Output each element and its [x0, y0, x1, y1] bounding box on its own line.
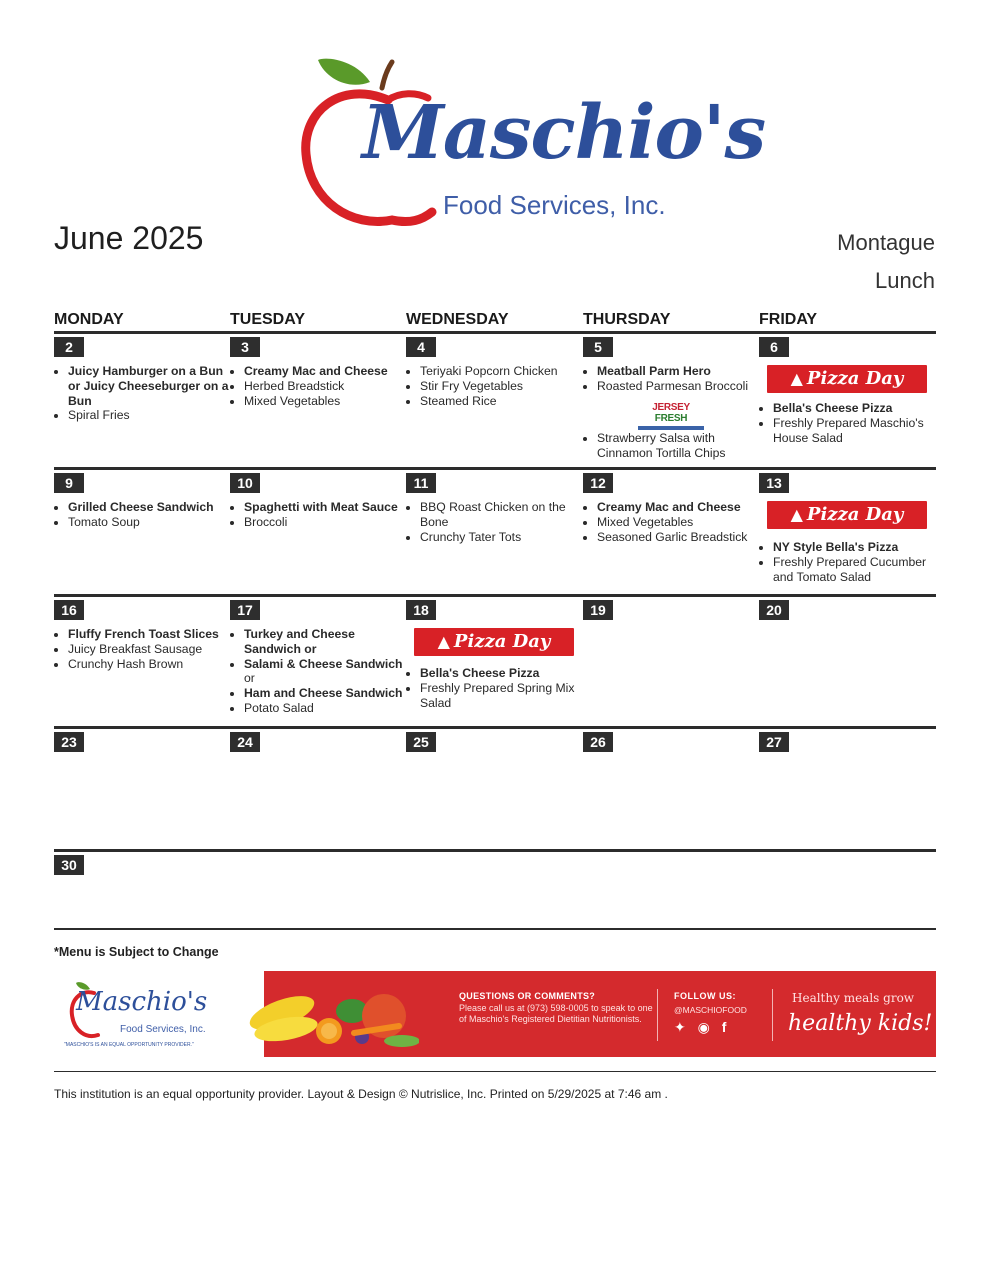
facebook-icon[interactable]: f [721, 1019, 727, 1035]
menu-item: • Creamy Mac and Cheese [597, 500, 769, 515]
date-number: 30 [54, 855, 84, 875]
date-number: 9 [54, 473, 84, 493]
date-number: 19 [583, 600, 613, 620]
menu-item: Cinnamon Tortilla Chips [597, 445, 726, 460]
calendar-week-1 [54, 331, 936, 469]
date-number: 16 [54, 600, 84, 620]
pizza-slice-icon: ▲ [790, 505, 803, 524]
date-number: 11 [406, 473, 436, 493]
menu-item: • Stir Fry Vegetables [420, 379, 592, 394]
menu-change-notice: *Menu is Subject to Change [54, 945, 219, 959]
menu-item: • Juicy Breakfast Sausage [68, 642, 240, 657]
weekday-thursday: THURSDAY [583, 311, 671, 328]
menu-list [759, 401, 945, 445]
menu-item: or Juicy Cheeseburger on a [68, 378, 229, 393]
menu-list [54, 627, 240, 671]
date-number: 3 [230, 337, 260, 357]
menu-list [583, 364, 769, 394]
menu-item: • Grilled Cheese Sandwich [68, 500, 240, 515]
print-statement: This institution is an equal opportunity provider. Layout & Design © Nutrislice, Inc. Printed on 5/29/2025 at 7:46 am . [54, 1087, 668, 1101]
menu-item: • Herbed Breadstick [244, 379, 416, 394]
menu-item: Sandwich or [244, 641, 317, 656]
date-number: 4 [406, 337, 436, 357]
meal-type: Lunch [875, 268, 935, 293]
menu-item: • Crunchy Hash Brown [68, 657, 240, 672]
date-number: 26 [583, 732, 613, 752]
weekday-tuesday: TUESDAY [230, 311, 305, 328]
menu-list [583, 500, 769, 544]
menu-item: • Potato Salad [244, 701, 416, 716]
menu-item: • Roasted Parmesan Broccoli [597, 379, 769, 394]
date-number: 12 [583, 473, 613, 493]
jersey-fresh-text-a: JERSEY [652, 402, 690, 413]
menu-item: • Tomato Soup [68, 515, 240, 530]
menu-item: • Juicy Hamburger on a Bun [68, 364, 240, 379]
calendar-week-4 [54, 726, 936, 851]
footer-banner [54, 971, 936, 1057]
pizza-day-badge [767, 501, 927, 529]
pizza-slice-icon: ▲ [437, 632, 450, 651]
menu-item: • Freshly Prepared Spring Mix [420, 681, 592, 696]
date-number: 27 [759, 732, 789, 752]
footer-logo-script: Maschio's [76, 987, 208, 1017]
date-number: 2 [54, 337, 84, 357]
jersey-fresh-logo [638, 402, 704, 428]
questions-title: QUESTIONS OR COMMENTS? [459, 991, 596, 1001]
date-number: 23 [54, 732, 84, 752]
date-number: 5 [583, 337, 613, 357]
maschios-logo [300, 52, 766, 230]
date-number: 10 [230, 473, 260, 493]
calendar-week-2 [54, 467, 936, 596]
menu-item: Bone [420, 514, 449, 529]
menu-list [230, 627, 416, 716]
footer-divider [772, 989, 773, 1041]
footer-red-panel [264, 971, 936, 1057]
menu-item: • Freshly Prepared Cucumber [773, 555, 945, 570]
date-number: 20 [759, 600, 789, 620]
menu-list [54, 364, 240, 423]
footer-rule [54, 1071, 936, 1072]
footer-logo-sub: Food Services, Inc. [120, 1024, 206, 1035]
menu-item: • Ham and Cheese Sandwich [244, 686, 416, 701]
footer-eop-statement: "MASCHIO'S IS AN EQUAL OPPORTUNITY PROVIDER." [64, 1042, 194, 1048]
footer-divider [657, 989, 658, 1041]
social-icons [674, 1019, 734, 1036]
date-number: 25 [406, 732, 436, 752]
questions-text: Please call us at (973) 598-0005 to speak to one of Maschio's Registered Dietitian Nutritionists. [459, 1003, 653, 1024]
menu-item: • Bella's Cheese Pizza [773, 401, 945, 416]
menu-item: • Meatball Parm Hero [597, 364, 769, 379]
date-number: 17 [230, 600, 260, 620]
month-title: June 2025 [54, 220, 204, 256]
menu-item: • Broccoli [244, 515, 416, 530]
school-name: Montague [837, 230, 935, 255]
menu-list [406, 666, 592, 710]
menu-item: • BBQ Roast Chicken on the [420, 500, 592, 515]
menu-item: • Freshly Prepared Maschio's [773, 416, 945, 431]
logo-script-text: Maschio's [362, 90, 766, 176]
date-number: 24 [230, 732, 260, 752]
fruits-vegetables-illustration [234, 971, 419, 1057]
menu-item: • Spiral Fries [68, 408, 240, 423]
menu-item: • Salami & Cheese Sandwich [244, 657, 416, 672]
menu-item: • Fluffy French Toast Slices [68, 627, 240, 642]
tagline-bottom: healthy kids! [788, 1011, 933, 1036]
weekday-header-row [54, 311, 936, 333]
menu-item: Bun [68, 393, 92, 408]
pizza-slice-icon: ▲ [790, 369, 803, 388]
menu-list [230, 364, 416, 408]
pizza-day-label: Pizza Day [806, 368, 904, 389]
pizza-day-label: Pizza Day [806, 504, 904, 525]
menu-list [406, 364, 592, 408]
follow-us-title: FOLLOW US: [674, 991, 736, 1001]
menu-item: • NY Style Bella's Pizza [773, 540, 945, 555]
menu-item: Salad [420, 695, 452, 710]
calendar-week-3 [54, 594, 936, 727]
date-number: 6 [759, 337, 789, 357]
menu-item: • Mixed Vegetables [244, 394, 416, 409]
twitter-icon[interactable]: ✦ [674, 1019, 686, 1035]
menu-item: • Crunchy Tater Tots [420, 530, 592, 545]
weekday-monday: MONDAY [54, 311, 124, 328]
menu-list [54, 500, 240, 530]
date-number: 18 [406, 600, 436, 620]
menu-item: • Bella's Cheese Pizza [420, 666, 592, 681]
menu-list [230, 500, 416, 530]
menu-list [759, 540, 945, 584]
calendar-bottom-rule [54, 928, 936, 930]
menu-item: • Spaghetti with Meat Sauce [244, 500, 416, 515]
date-number: 13 [759, 473, 789, 493]
menu-item: • Teriyaki Popcorn Chicken [420, 364, 592, 379]
menu-item: or [244, 671, 255, 686]
weekday-friday: FRIDAY [759, 311, 818, 328]
pizza-day-badge [767, 365, 927, 393]
menu-item: • Strawberry Salsa with [597, 431, 769, 446]
menu-item: • Seasoned Garlic Breadstick [597, 530, 769, 545]
menu-item: • Creamy Mac and Cheese [244, 364, 416, 379]
social-handle: @MASCHIOFOOD [674, 1005, 747, 1015]
jersey-fresh-text-b: FRESH [654, 413, 688, 424]
weekday-wednesday: WEDNESDAY [406, 311, 509, 328]
logo-subtitle: Food Services, Inc. [443, 190, 666, 220]
pizza-day-badge [414, 628, 574, 656]
menu-item: • Mixed Vegetables [597, 515, 769, 530]
menu-item: House Salad [773, 430, 843, 445]
pizza-day-label: Pizza Day [453, 631, 551, 652]
menu-item: • Steamed Rice [420, 394, 592, 409]
menu-item: and Tomato Salad [773, 569, 872, 584]
menu-list [406, 500, 592, 544]
instagram-icon[interactable]: ◉ [697, 1019, 710, 1035]
menu-list [583, 431, 769, 461]
calendar-week-5 [54, 849, 936, 930]
menu-item: • Turkey and Cheese [244, 627, 416, 642]
tagline-top: Healthy meals grow [792, 991, 915, 1005]
